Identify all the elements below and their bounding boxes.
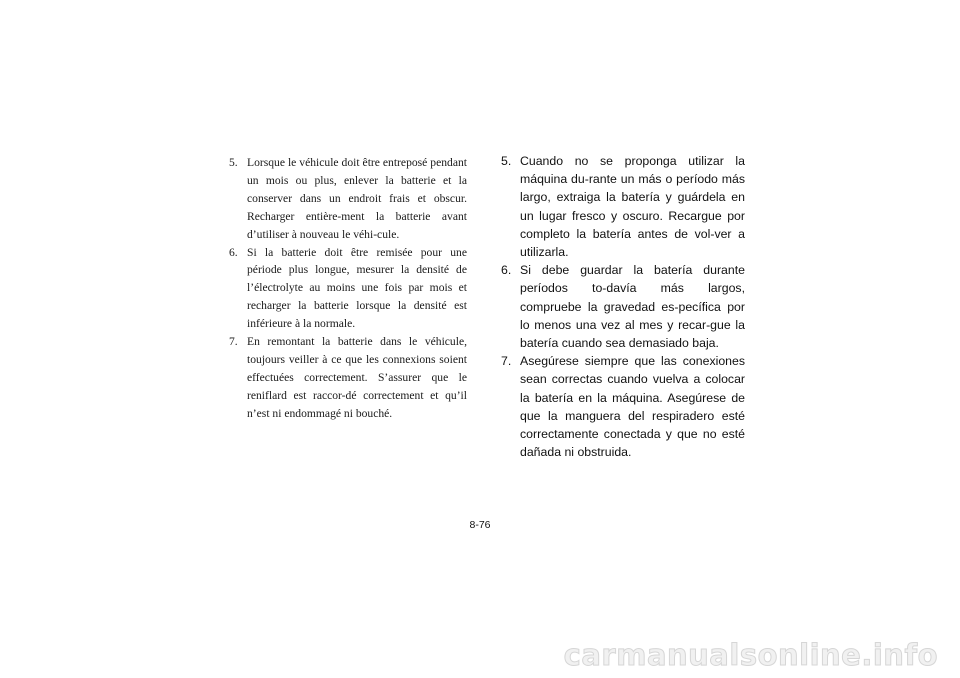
spanish-item-text: Cuando no se proponga utilizar la máquina du-rante un más o período más largo, extraiga la batería y guárdela en un lugar fresco y oscuro. Recargue por completo la batería antes de vol-ver a utilizarla.: [520, 154, 745, 260]
spanish-list-item-7: [501, 352, 745, 461]
french-item-text: En remontant la batterie dans le véhicule, toujours veiller à ce que les connexions soient effectuées correctement. S’assurer que le reniflard est raccor-dé correctement et qu’il n’est ni endommagé ni bouché.: [247, 335, 467, 420]
french-item-number: 5.: [229, 156, 238, 169]
spanish-column: [501, 152, 745, 461]
french-item-number: 6.: [229, 245, 238, 259]
french-item-text: Si la batterie doit être remisée pour une période plus longue, mesurer la densité de l’électrolyte au moins une fois par mois et recharger la batterie lorsque la densité est inférieure à la normale.: [247, 245, 467, 331]
spanish-item-text: Si debe guardar la batería durante períodos to-davía más largos, compruebe la gravedad es-pecífica por lo menos una vez al mes y recar-gue la batería cuando sea demasiado baja.: [520, 263, 745, 351]
spanish-item-number: 7.: [501, 354, 512, 369]
french-list-item-6: [229, 244, 467, 334]
watermark: carmanualsonline.info: [563, 638, 938, 672]
page-number: 8-76: [469, 519, 491, 531]
spanish-list-item-5: [501, 152, 745, 261]
french-list-item-7: [229, 333, 467, 423]
french-list-item-5: [229, 154, 467, 244]
spanish-list-item-6: [501, 261, 745, 352]
spanish-item-text: Asegúrese siempre que las conexiones sean correctas cuando vuelva a colocar la batería en la máquina. Asegúrese de que la manguera del respiradero esté correctamente conectada y que no esté dañada ni obstruida.: [520, 354, 745, 460]
french-item-text: Lorsque le véhicule doit être entreposé pendant un mois ou plus, enlever la batterie et la conserver dans un endroit frais et obscur. Recharger entière-ment la batterie avant d’utiliser à nouveau le véhi-cule.: [247, 156, 467, 241]
french-item-number: 7.: [229, 335, 238, 349]
spanish-item-number: 5.: [501, 154, 512, 168]
spanish-item-number: 6.: [501, 263, 512, 278]
french-column: [229, 154, 467, 423]
